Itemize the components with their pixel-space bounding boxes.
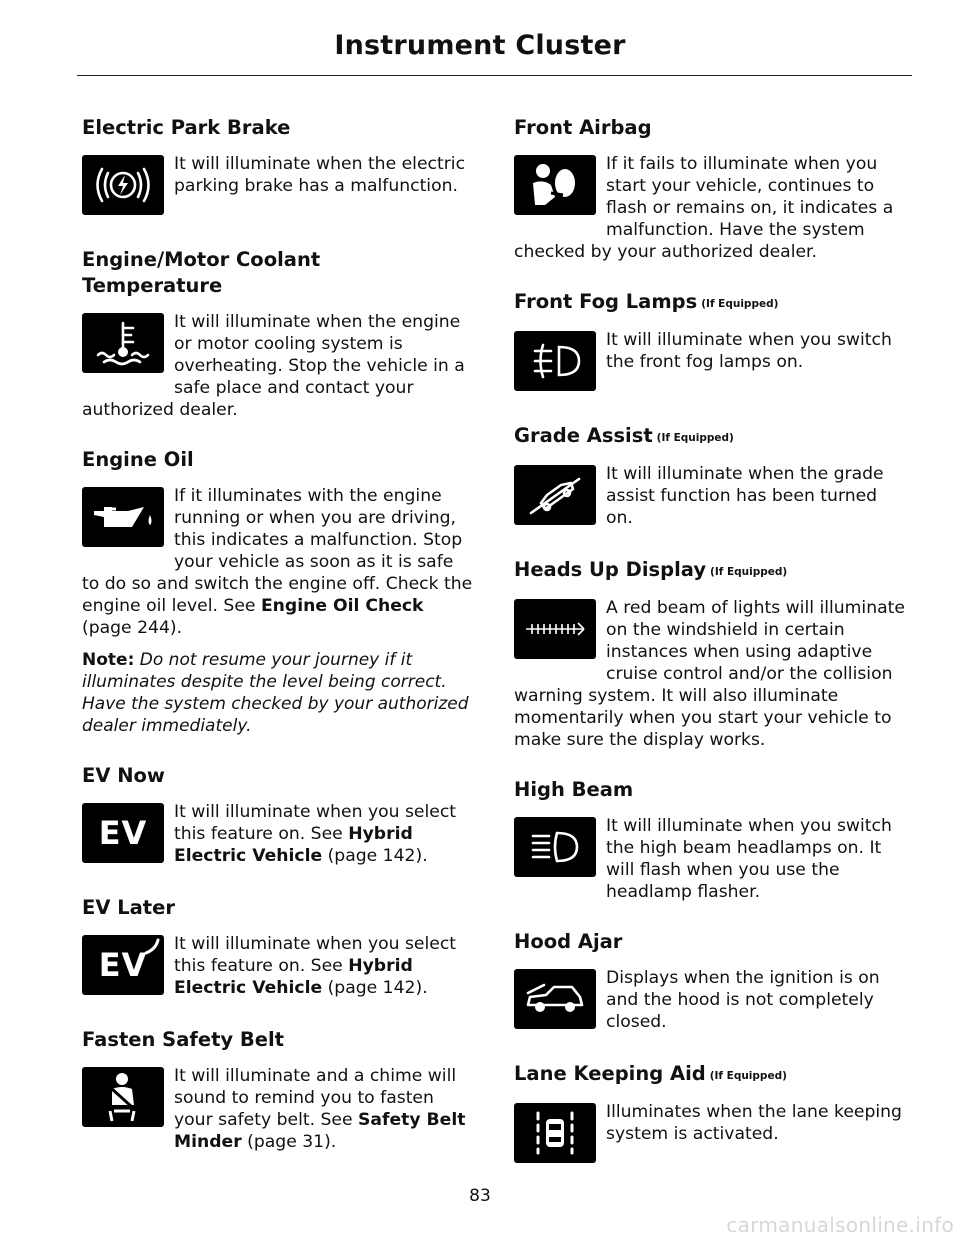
high-beam-icon (514, 817, 596, 877)
section-text: It will illuminate when you switch the front fog lamps on. (606, 330, 892, 372)
section-high-beam (514, 777, 908, 903)
cross-reference-link[interactable]: Engine Oil Check (260, 596, 424, 616)
park-brake-fault-icon (82, 155, 164, 215)
section-title: Front Fog Lamps (If Equipped) (514, 290, 779, 313)
hood-ajar-icon (514, 969, 596, 1029)
section-text: It will illuminate when the grade assist function has been turned on. (606, 464, 884, 528)
section-text: If it illuminates with the engine running or when you are driving, this indicates a malfunction. Stop your vehicle as soon as it is safe to do so and switch the engine off. Check the engine oil level. See Engine Oil Check (page 244). (82, 486, 473, 638)
heads-up-display-icon (514, 599, 596, 659)
section-ev-now (82, 763, 476, 869)
section-text: Illuminates when the lane keeping system is activated. (606, 1102, 902, 1144)
section-title: Front Airbag (514, 116, 652, 139)
section-title: Grade Assist (If Equipped) (514, 424, 734, 447)
section-ev-later (82, 895, 476, 1001)
header-divider (77, 75, 912, 76)
section-grade-assist (514, 423, 908, 531)
section-title: Electric Park Brake (82, 116, 291, 139)
section-text: It will illuminate and a chime will sound to remind you to fasten your safety belt. See Safety Belt Minder (page 31). (174, 1066, 466, 1152)
watermark: carmanualsonline.info (726, 1213, 954, 1237)
section-title: High Beam (514, 778, 634, 801)
cross-reference-link[interactable]: Hybrid Electric Vehicle (174, 956, 413, 998)
section-text: It will illuminate when you switch the high beam headlamps on. It will flash when you use the headlamp flasher. (606, 816, 892, 902)
left-column (82, 115, 476, 1179)
section-text: Displays when the ignition is on and the hood is not completely closed. (606, 968, 880, 1032)
section-title: Engine Oil (82, 448, 194, 471)
section-front-airbag (514, 115, 908, 263)
section-title: EV Later (82, 896, 175, 919)
section-text: It will illuminate when the engine or motor cooling system is overheating. Stop the vehicle in a safe place and contact your authorized dealer. (82, 312, 465, 420)
cross-reference-link[interactable]: Safety Belt Minder (174, 1110, 466, 1152)
right-column (514, 115, 908, 1195)
section-text: If it fails to illuminate when you start your vehicle, continues to flash or remains on, it indicates a malfunction. Have the system checked by your authorized dealer. (514, 154, 894, 262)
section-electric-park-brake (82, 115, 476, 221)
ev-now-icon: EV (82, 803, 164, 863)
section-title: Heads Up Display (If Equipped) (514, 558, 788, 581)
section-hood-ajar (514, 929, 908, 1035)
section-fasten-safety-belt (82, 1027, 476, 1153)
section-text: A red beam of lights will illuminate on the windshield in certain instances when using adaptive cruise control and/or the collision warning system. It will also illuminate momentarily when you start your vehicle to make sure the display works. (514, 598, 905, 750)
section-heads-up-display (514, 557, 908, 751)
section-title: Engine/Motor Coolant Temperature (82, 248, 321, 297)
page-title: Instrument Cluster (334, 30, 626, 61)
note: Note: Do not resume your journey if it illuminates despite the level being correct. Have the system checked by your authorized dealer immediately. (82, 650, 469, 736)
lane-keeping-aid-icon (514, 1103, 596, 1163)
section-title: EV Now (82, 764, 165, 787)
section-coolant-temperature (82, 247, 476, 421)
seatbelt-icon (82, 1067, 164, 1127)
oil-can-icon (82, 487, 164, 547)
section-title: Fasten Safety Belt (82, 1028, 284, 1051)
front-fog-lamp-icon (514, 331, 596, 391)
cross-reference-link[interactable]: Hybrid Electric Vehicle (174, 824, 413, 866)
section-text: It will illuminate when you select this feature on. See Hybrid Electric Vehicle (page 142). (174, 934, 457, 998)
section-engine-oil (82, 447, 476, 737)
section-title: Lane Keeping Aid (If Equipped) (514, 1062, 787, 1085)
airbag-icon (514, 155, 596, 215)
section-front-fog-lamps (514, 289, 908, 397)
coolant-temperature-icon (82, 313, 164, 373)
section-text: It will illuminate when you select this feature on. See Hybrid Electric Vehicle (page 142). (174, 802, 457, 866)
section-title: Hood Ajar (514, 930, 623, 953)
grade-assist-icon (514, 465, 596, 525)
section-text: It will illuminate when the electric parking brake has a malfunction. (174, 154, 466, 196)
ev-later-icon: EV (82, 935, 164, 995)
section-lane-keeping-aid (514, 1061, 908, 1169)
page-number: 83 (469, 1186, 491, 1206)
